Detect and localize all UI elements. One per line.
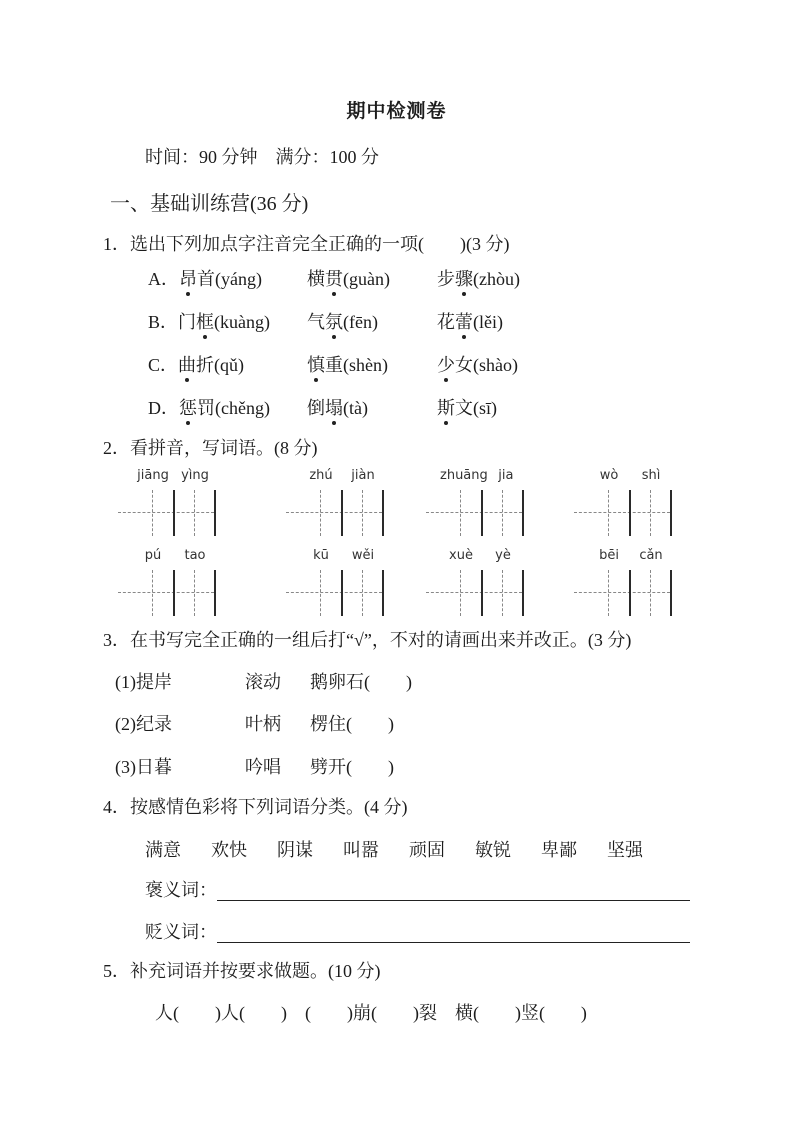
q3-row-1 (115, 671, 412, 694)
writing-cells (300, 490, 384, 536)
pinyin-label: kū wěi (313, 548, 375, 563)
writing-cells (588, 490, 672, 536)
word-post: (guàn) (343, 269, 390, 289)
option-word (148, 354, 307, 377)
pinyin-label: zhú jiàn (309, 468, 375, 483)
pinyin-label: wò shì (599, 468, 661, 483)
grid-line (608, 570, 609, 616)
dotted-char: 惩 (179, 398, 197, 418)
q1-option-b (148, 311, 503, 334)
word-post: 重(shèn) (325, 355, 388, 375)
grid-line (502, 490, 503, 536)
pinyin-label: xuè yè (449, 548, 511, 563)
word: 日暮 (136, 757, 172, 777)
word-post: 文(sī) (455, 398, 497, 418)
row-number: (2) (115, 714, 136, 734)
word-pre: 横 (307, 269, 325, 289)
word: 滚动 (245, 672, 281, 692)
q4-positive-row (145, 879, 690, 902)
q1-option-c (148, 354, 518, 377)
writing-cells (300, 570, 384, 616)
word-post: (tà) (343, 398, 368, 418)
pinyin-label: pú tao (144, 548, 206, 563)
q1-option-a (148, 268, 520, 291)
word-post: 罚(chěng) (197, 398, 270, 418)
grid-line (460, 570, 461, 616)
answer-blank-line (217, 924, 690, 943)
option-label: D． (148, 398, 179, 418)
option-label: C． (148, 355, 179, 375)
option-word (307, 397, 437, 420)
word-post: (fēn) (343, 312, 378, 332)
word-post: 女(shào) (455, 355, 518, 375)
tianzige-grid (440, 468, 524, 536)
writing-cells (132, 570, 216, 616)
tianzige-grid (588, 548, 672, 616)
grid-row-1 (0, 468, 793, 538)
tianzige-grid (300, 468, 384, 536)
option-word (437, 269, 520, 289)
word-pre: 倒 (307, 398, 325, 418)
option-word (437, 398, 497, 418)
q2-header: 2．看拼音，写词语。(8 分) (103, 438, 318, 458)
word: 吟唱 (245, 757, 281, 777)
positive-label: 褒义词： (145, 880, 217, 900)
option-word (148, 397, 307, 420)
dotted-char: 曲 (178, 355, 197, 375)
q3-header: 3．在书写完全正确的一组后打“√”，不对的请画出来并改正。(3 分) (103, 630, 632, 650)
answer-blank-line (217, 882, 690, 901)
word: 坚强 (607, 840, 643, 860)
dotted-char: 昂 (179, 269, 197, 289)
pinyin-label: zhuāng jia (440, 468, 514, 483)
word: 提岸 (136, 672, 172, 692)
writing-cells (588, 570, 672, 616)
writing-cells (440, 570, 524, 616)
q5-header: 5．补充词语并按要求做题。(10 分) (103, 961, 381, 981)
word-post: (lěi) (473, 312, 503, 332)
q4-header: 4．按感情色彩将下列词语分类。(4 分) (103, 797, 408, 817)
dotted-char: 贯 (325, 269, 343, 289)
q4-word-list (145, 839, 643, 862)
meta-line: 时间：90 分钟 满分：100 分 (145, 147, 379, 167)
tianzige-grid (132, 468, 216, 536)
tianzige-grid (300, 548, 384, 616)
grid-line (362, 490, 363, 536)
grid-line (152, 490, 153, 536)
row-number: (3) (115, 757, 136, 777)
dotted-char: 蕾 (455, 312, 473, 332)
grid-line (194, 490, 195, 536)
word: 顽固 (409, 840, 445, 860)
word-pre: 花 (437, 312, 455, 332)
grid-line (650, 570, 651, 616)
option-word (307, 311, 437, 334)
option-label: A． (148, 269, 179, 289)
negative-label: 贬义词： (145, 922, 217, 942)
q3-row-3 (115, 756, 394, 779)
dotted-char: 骤 (455, 269, 473, 289)
dotted-char: 塌 (325, 398, 343, 418)
q1-header: 1．选出下列加点字注音完全正确的一项( )(3 分) (103, 234, 510, 254)
word-with-blank: 劈开( ) (310, 757, 394, 777)
grid-line (320, 570, 321, 616)
word: 敏锐 (475, 840, 511, 860)
writing-cells (132, 490, 216, 536)
word-pre: 步 (437, 269, 455, 289)
tianzige-grid (588, 468, 672, 536)
pinyin-label: bēi cǎn (599, 548, 663, 563)
option-word (148, 311, 307, 334)
q1-option-d (148, 397, 497, 420)
word: 叫嚣 (343, 840, 379, 860)
grid-line (152, 570, 153, 616)
q5-fill-line: 人( )人( ) ( )崩( )裂 横( )竖( ) (155, 1003, 587, 1023)
grid-line (502, 570, 503, 616)
section-heading: 一、基础训练营(36 分) (110, 193, 309, 215)
word-post: 首(yáng) (197, 269, 262, 289)
tianzige-grid (132, 548, 216, 616)
page-title: 期中检测卷 (346, 101, 447, 122)
dotted-char: 氛 (325, 312, 343, 332)
word-pre: 门 (178, 312, 197, 332)
dotted-char: 慎 (307, 355, 325, 375)
word-pre: 气 (307, 312, 325, 332)
writing-cells (440, 490, 524, 536)
tianzige-grid (440, 548, 524, 616)
option-word (437, 312, 503, 332)
word: 卑鄙 (541, 840, 577, 860)
word: 欢快 (211, 840, 247, 860)
word: 满意 (145, 840, 181, 860)
dotted-char: 斯 (437, 398, 455, 418)
q3-row-2 (115, 713, 394, 736)
q4-negative-row (145, 921, 690, 944)
option-word (148, 268, 307, 291)
word: 叶柄 (245, 714, 281, 734)
word: 阴谋 (277, 840, 313, 860)
grid-line (320, 490, 321, 536)
row-number: (1) (115, 672, 136, 692)
pinyin-label: jiāng yìng (137, 468, 209, 483)
word: 纪录 (136, 714, 172, 734)
grid-line (362, 570, 363, 616)
grid-row-2 (0, 548, 793, 618)
grid-line (650, 490, 651, 536)
dotted-char: 框 (196, 312, 215, 332)
grid-line (608, 490, 609, 536)
word-post: (kuàng) (214, 312, 270, 332)
word-with-blank: 楞住( ) (310, 714, 394, 734)
dotted-char: 少 (437, 355, 455, 375)
option-word (307, 354, 437, 377)
grid-line (194, 570, 195, 616)
word-with-blank: 鹅卵石( ) (310, 672, 412, 692)
grid-line (460, 490, 461, 536)
word-post: 折(qǔ) (196, 355, 245, 375)
word-post: (zhòu) (473, 269, 520, 289)
option-word (437, 355, 518, 375)
option-word (307, 268, 437, 291)
option-label: B． (148, 312, 179, 332)
